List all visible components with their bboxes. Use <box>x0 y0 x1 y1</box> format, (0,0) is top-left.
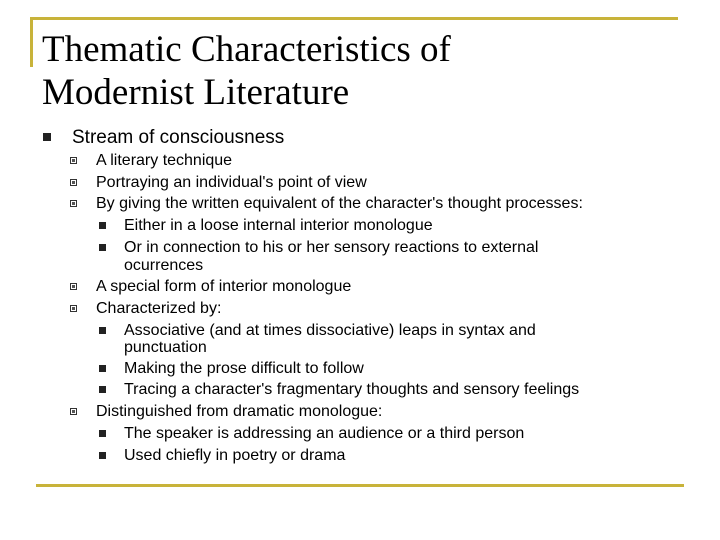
square-bullet-icon <box>99 452 106 459</box>
hollow-square-bullet-icon <box>70 200 77 207</box>
bullet-level2-text: Portraying an individual's point of view <box>96 174 367 191</box>
title-line-1: Thematic Characteristics of <box>42 29 451 70</box>
bullet-level3-text-continued: ocurrences <box>124 257 204 274</box>
bullet-level1-text: Stream of consciousness <box>72 127 285 148</box>
title-line-2: Modernist Literature <box>42 72 350 113</box>
hollow-square-bullet-icon <box>70 305 77 312</box>
square-bullet-icon <box>43 133 51 141</box>
hollow-square-bullet-icon <box>70 157 77 164</box>
bullet-level3-text: Used chiefly in poetry or drama <box>124 447 346 464</box>
bullet-level2-text: By giving the written equivalent of the character's thought processes: <box>96 195 583 212</box>
bullet-level3-text: Associative (and at times dissociative) leaps in syntax and <box>124 322 536 339</box>
hollow-square-bullet-icon <box>70 283 77 290</box>
bullet-level3-text: Either in a loose internal interior monologue <box>124 217 433 234</box>
bullet-level3-text: Or in connection to his or her sensory reactions to external <box>124 239 539 256</box>
bullet-level3-text: The speaker is addressing an audience or a third person <box>124 425 525 442</box>
bullet-level2-text: Distinguished from dramatic monologue: <box>96 403 383 420</box>
square-bullet-icon <box>99 386 106 393</box>
square-bullet-icon <box>99 327 106 334</box>
hollow-square-bullet-icon <box>70 179 77 186</box>
bullet-level3-text: Making the prose difficult to follow <box>124 360 364 377</box>
bullet-level3-text: Tracing a character's fragmentary thoughts and sensory feelings <box>124 381 580 398</box>
bullet-level2-text: Characterized by: <box>96 300 222 317</box>
square-bullet-icon <box>99 430 106 437</box>
bullet-level2-text: A special form of interior monologue <box>96 278 352 295</box>
square-bullet-icon <box>99 222 106 229</box>
bullet-level2-text: A literary technique <box>96 152 233 169</box>
square-bullet-icon <box>99 244 106 251</box>
hollow-square-bullet-icon <box>70 408 77 415</box>
square-bullet-icon <box>99 365 106 372</box>
bullet-level3-text-continued: punctuation <box>124 339 207 356</box>
